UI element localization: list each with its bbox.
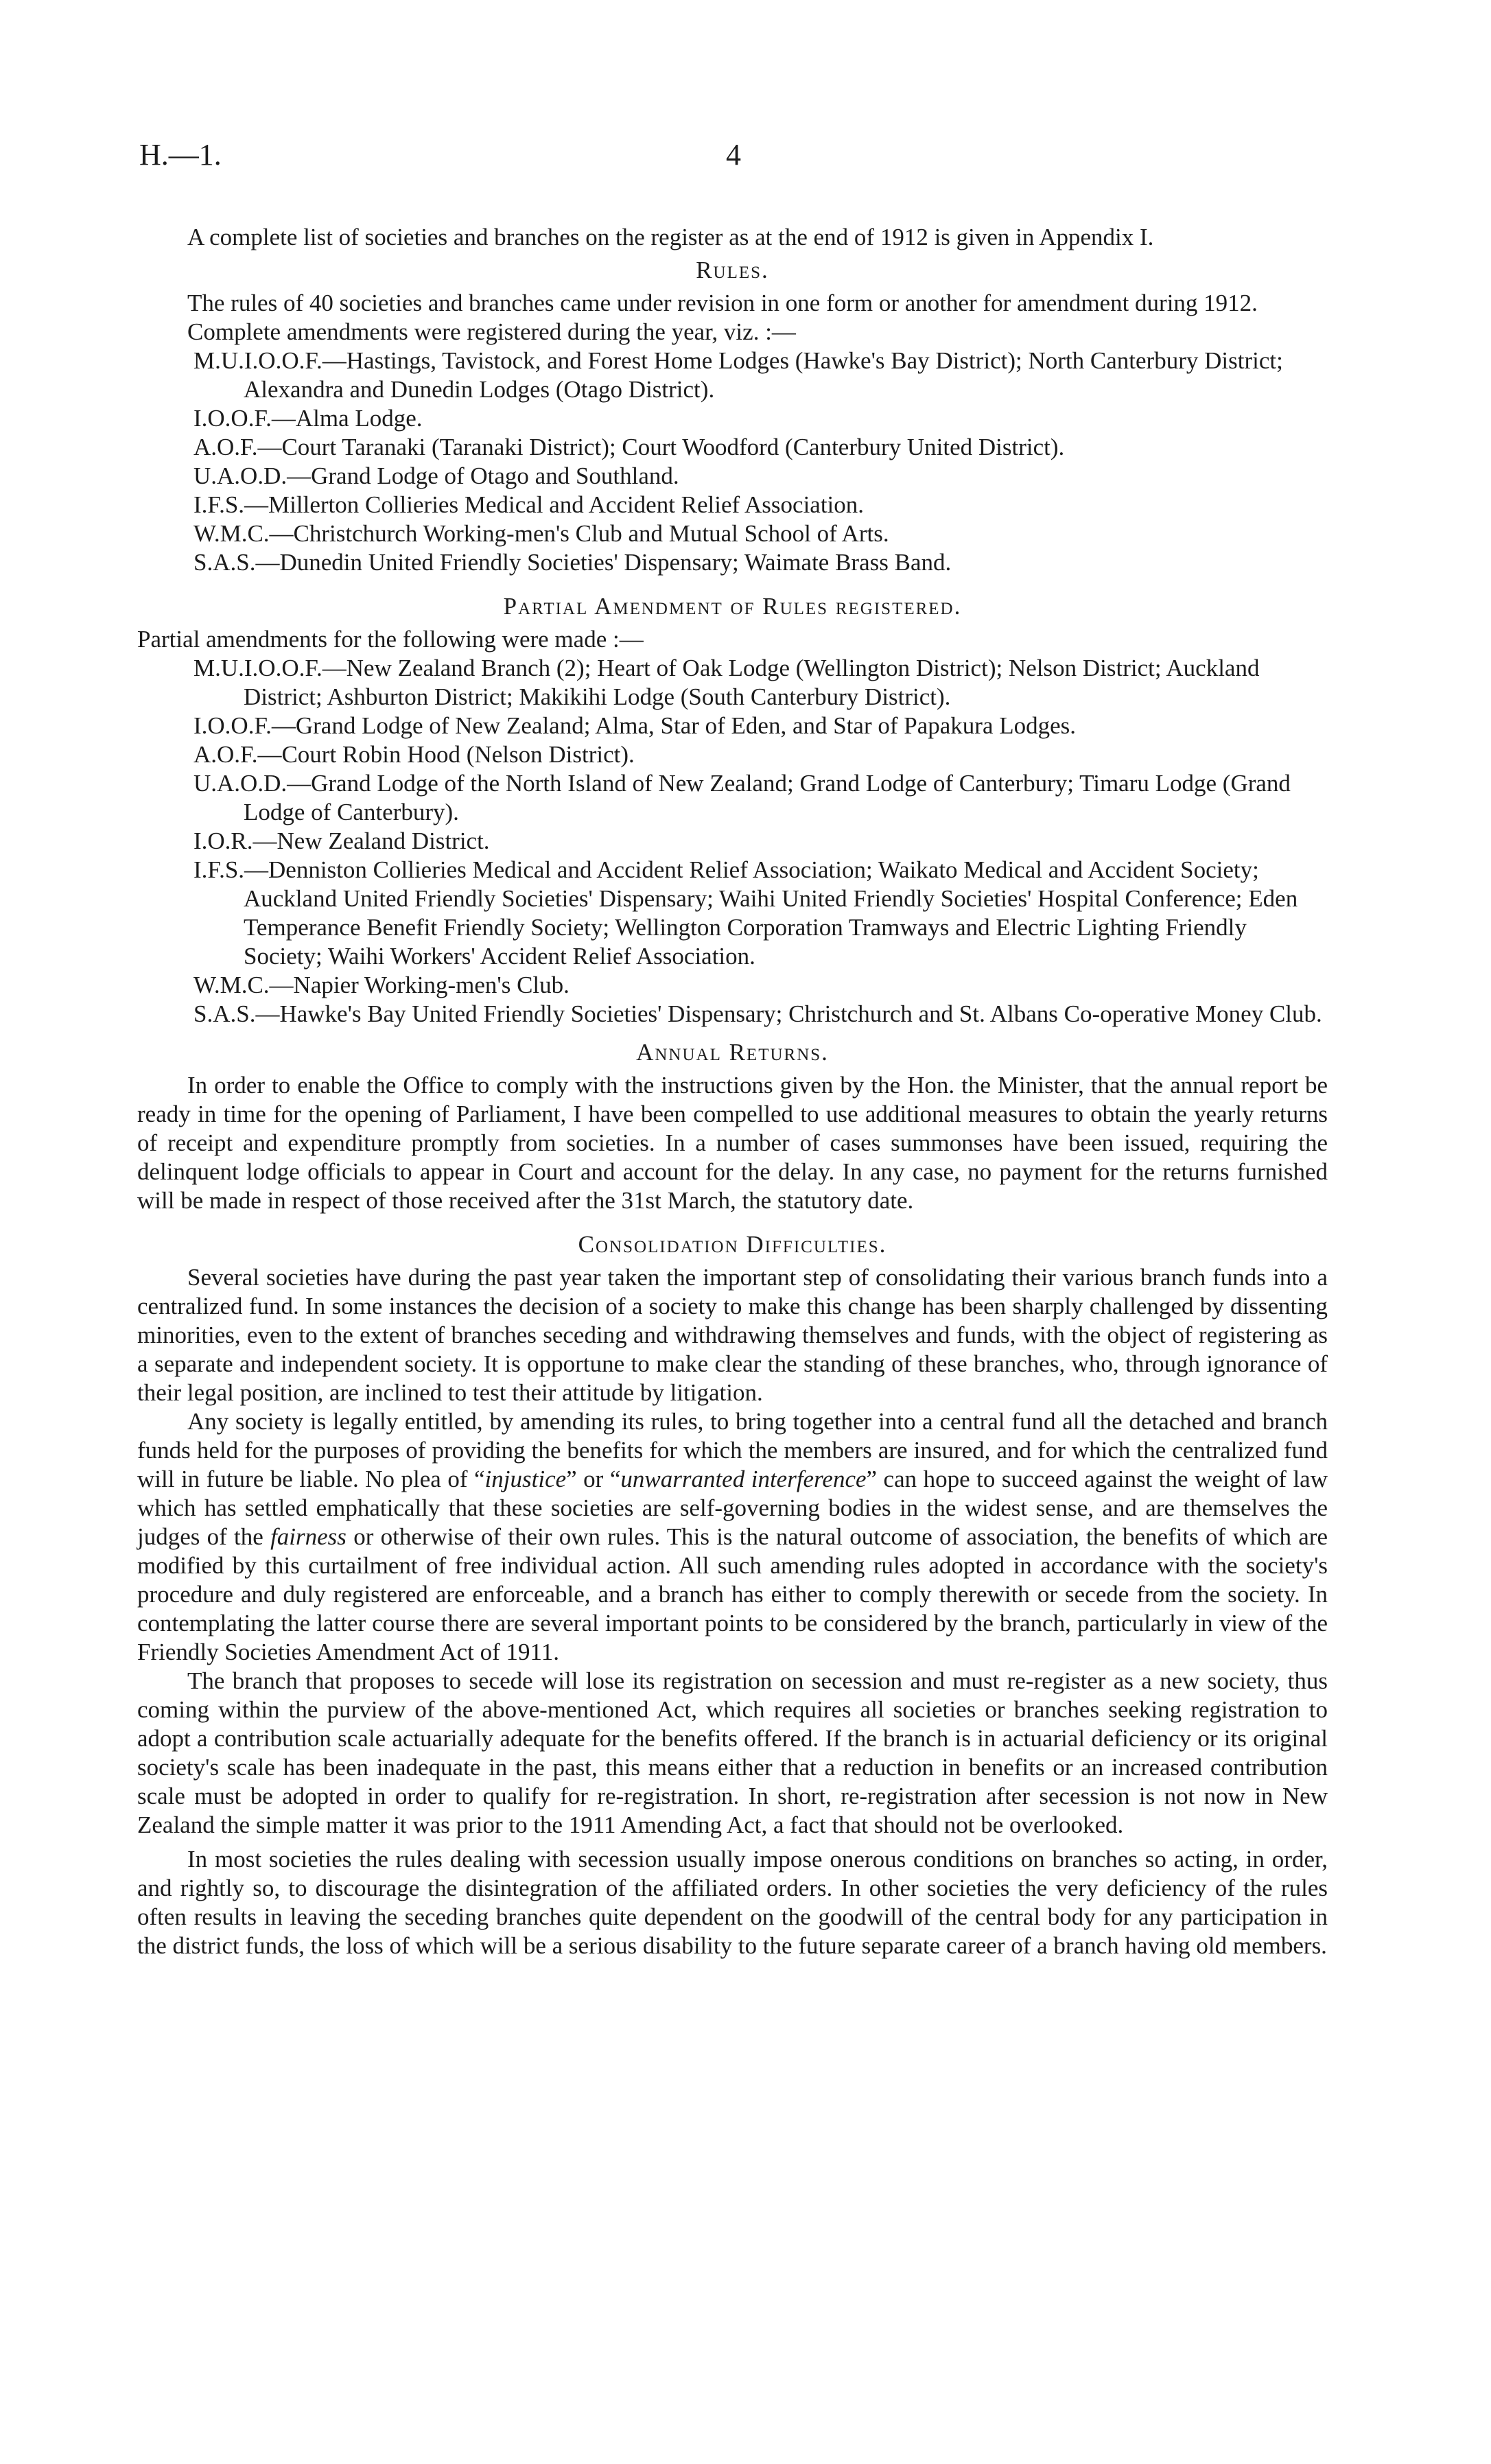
list-item: S.A.S.—Dunedin United Friendly Societies' Dispensary; Waimate Brass Band.	[193, 549, 952, 576]
list-item: A.O.F.—Court Taranaki (Taranaki District); Court Woodford (Canterbury United District).	[193, 434, 1065, 460]
rules-lead: Complete amendments were registered during the year, viz. :—	[187, 318, 796, 345]
list-item: U.A.O.D.—Grand Lodge of Otago and Southland.	[193, 462, 679, 489]
document-body	[137, 223, 1328, 1960]
partial-amendment-heading: Partial Amendment of Rules registered.	[503, 593, 962, 620]
emphasis-injustice: injustice	[484, 1466, 567, 1492]
list-item: W.M.C.—Napier Working-men's Club.	[193, 972, 570, 998]
page-number: 4	[726, 138, 741, 172]
partial-list	[137, 654, 1328, 1029]
list-item: I.O.O.F.—Grand Lodge of New Zealand; Alma, Star of Eden, and Star of Papakura Lodges.	[193, 712, 1077, 739]
intro-paragraph: A complete list of societies and branches on the register as at the end of 1912 is given in Appendix I.	[187, 224, 1154, 250]
list-item: U.A.O.D.—Grand Lodge of the North Island of New Zealand; Grand Lodge of Canterbury; Timaru Lodge (Grand Lodge of Canterbury).	[193, 770, 1291, 825]
list-item: W.M.C.—Christchurch Working-men's Club and Mutual School of Arts.	[193, 520, 889, 547]
list-item: I.O.O.F.—Alma Lodge.	[193, 405, 423, 432]
consolidation-heading: Consolidation Difficulties.	[578, 1231, 887, 1258]
list-item: I.F.S.—Millerton Collieries Medical and Accident Relief Association.	[193, 491, 865, 518]
rules-paragraph: The rules of 40 societies and branches came under revision in one form or another for amendment during 1912.	[187, 290, 1258, 316]
consolidation-paragraph-3: The branch that proposes to secede will lose its registration on secession and must re-register as a new society, thus coming within the purview of the above-mentioned Act, which requires all societies or branches seeking registration to adopt a contribution scale actuarially adequate for the benefits offered. If the branch is in actuarial deficiency or its original society's scale has been inadequate in the past, this means either that a reduction in benefits or an increased contribution scale must be adopted in order to qualify for re-registration. In short, re-registration after secession is not now in New Zealand the simple matter it was prior to the 1911 Amending Act, a fact that should not be overlooked.	[137, 1667, 1328, 1838]
emphasis-fairness: fairness	[270, 1523, 347, 1550]
list-item: M.U.I.O.O.F.—Hastings, Tavistock, and Forest Home Lodges (Hawke's Bay District); North Canterbury District; Alexandra and Dunedin Lodges (Otago District).	[193, 347, 1283, 403]
list-item: S.A.S.—Hawke's Bay United Friendly Societies' Dispensary; Christchurch and St. Albans Co-operative Money Club.	[193, 1000, 1322, 1027]
emphasis-unwarranted-interference: unwarranted interference	[620, 1466, 867, 1492]
annual-returns-heading: Annual Returns.	[636, 1039, 829, 1066]
list-item: I.F.S.—Denniston Collieries Medical and Accident Relief Association; Waikato Medical and Accident Society; Auckland United Friendly Societies' Dispensary; Waihi United Friendly Societies' Hospital Conference; Eden Temperance Benefit Friendly Society; Wellington Corporation Tramways and Electric Lighting Friendly Society; Waihi Workers' Accident Relief Association.	[193, 856, 1298, 970]
partial-lead: Partial amendments for the following were made :—	[137, 626, 644, 653]
list-item: A.O.F.—Court Robin Hood (Nelson District).	[193, 741, 635, 768]
rules-heading: Rules.	[696, 257, 769, 283]
list-item: I.O.R.—New Zealand District.	[193, 828, 490, 854]
consolidation-paragraph-4: In most societies the rules dealing with secession usually impose onerous conditions on branches so acting, in order, and rightly so, to discourage the disintegration of the affiliated orders. In other societies the very deficiency of the rules often results in leaving the seceding branches quite dependent on the goodwill of the central body for any participation in the district funds, the loss of which will be a serious disability to the future separate career of a branch having old members.	[137, 1846, 1328, 1959]
rules-list	[137, 347, 1328, 577]
list-item: M.U.I.O.O.F.—New Zealand Branch (2); Heart of Oak Lodge (Wellington District); Nelson District; Auckland District; Ashburton District; Makikihi Lodge (South Canterbury District).	[193, 655, 1260, 710]
consolidation-paragraph-2: Any society is legally entitled, by amending its rules, to bring together into a central fund all the detached and branch funds held for the purposes of providing the benefits for which the members are insured, and for which the centralized fund will in future be liable. No plea of “injustice” or “unwarranted interference” can hope to succeed against the weight of law which has settled emphatically that these societies are self-governing bodies in the widest sense, and are themselves the judges of the fairness or otherwise of their own rules. This is the natural outcome of association, the benefits of which are modified by this curtailment of free individual action. All such amending rules adopted in accordance with the society's procedure and duly registered are enforceable, and a branch has either to comply therewith or secede from the society. In contemplating the latter course there are several important points to be considered by the branch, particularly in view of the Friendly Societies Amendment Act of 1911.	[137, 1408, 1328, 1665]
report-code: H.—1.	[139, 138, 222, 172]
consolidation-paragraph-1: Several societies have during the past year taken the important step of consolidating their various branch funds into a centralized fund. In some instances the decision of a society to make this change has been sharply challenged by dissenting minorities, even to the extent of branches seceding and withdrawing themselves and funds, with the object of registering as a separate and independent society. It is opportune to make clear the standing of these branches, who, through ignorance of their legal position, are inclined to test their attitude by litigation.	[137, 1264, 1328, 1406]
annual-returns-paragraph: In order to enable the Office to comply with the instructions given by the Hon. the Minister, that the annual report be ready in time for the opening of Parliament, I have been compelled to use additional measures to obtain the yearly returns of receipt and expenditure promptly from societies. In a number of cases summonses have been issued, requiring the delinquent lodge officials to appear in Court and account for the delay. In any case, no payment for the returns furnished will be made in respect of those received after the 31st March, the statutory date.	[137, 1072, 1328, 1214]
